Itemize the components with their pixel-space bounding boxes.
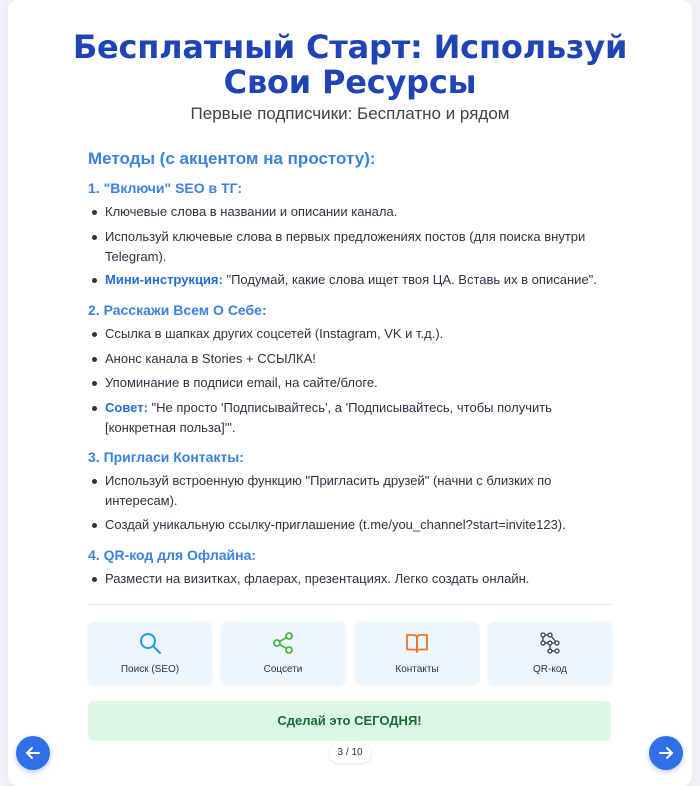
methods-heading: Методы (с акцентом на простоту): — [88, 149, 376, 168]
search-icon — [138, 631, 162, 655]
list-item: Размести на визитках, флаерах, презентациях. Легко создать онлайн. — [92, 569, 602, 589]
list-item: Анонс канала в Stories + ССЫЛКА! — [92, 349, 602, 369]
prev-slide-button[interactable] — [16, 736, 50, 770]
list-item: Ключевые слова в названии и описании канала. — [92, 202, 602, 222]
cta-banner: Сделай это СЕГОДНЯ! — [88, 701, 611, 741]
tile-label: Контакты — [395, 664, 439, 675]
tip-label: Мини-инструкция: — [105, 272, 223, 287]
tile-search-seo[interactable] — [88, 622, 212, 684]
list-item: Используй ключевые слова в первых предложениях постов (для поиска внутри Telegram). — [92, 227, 602, 267]
tile-qr-code[interactable] — [488, 622, 612, 684]
list-item: Упоминание в подписи email, на сайте/блоге. — [92, 373, 602, 393]
arrow-left-icon — [24, 744, 42, 762]
slide-title-line1: Бесплатный Старт: Используй — [72, 28, 628, 66]
slide-subtitle: Первые подписчики: Бесплатно и рядом — [190, 104, 510, 123]
list-item-tip — [92, 270, 602, 290]
tile-label: Поиск (SEO) — [120, 664, 180, 675]
tip-text: "Не просто 'Подписывайтесь', а 'Подписывайтесь, чтобы получить [конкретная польза]'". — [105, 400, 552, 435]
next-slide-button[interactable] — [649, 736, 683, 770]
tile-social[interactable] — [221, 622, 345, 684]
section-heading: 1. "Включи" SEO в ТГ: — [88, 180, 242, 196]
section-heading: 2. Расскажи Всем О Себе: — [88, 302, 267, 318]
qr-network-icon — [538, 631, 562, 655]
tip-label: Совет: — [105, 400, 148, 415]
tile-label: Соцсети — [263, 664, 303, 675]
list-item-tip — [92, 398, 602, 438]
tile-label: QR-код — [533, 664, 567, 675]
tip-text: "Подумай, какие слова ищет твоя ЦА. Вставь их в описание". — [222, 272, 597, 287]
page-indicator: 3 / 10 — [329, 743, 371, 763]
section-heading: 4. QR-код для Офлайна: — [88, 547, 257, 563]
slide-title — [0, 30, 700, 100]
list-item: Создай уникальную ссылку-приглашение (t.me/you_channel?start=invite123). — [92, 515, 602, 535]
list-item: Используй встроенную функцию "Пригласить друзей" (начни с близких по интересам). — [92, 471, 602, 511]
tile-contacts[interactable] — [355, 622, 479, 684]
slide-title-line2: Свои Ресурсы — [223, 63, 477, 101]
arrow-right-icon — [657, 744, 675, 762]
book-icon — [405, 631, 429, 655]
list-item: Ссылка в шапках других соцсетей (Instagram, VK и т.д.). — [92, 324, 602, 344]
divider — [88, 604, 612, 605]
section-heading: 3. Пригласи Контакты: — [88, 449, 244, 465]
share-icon — [271, 631, 295, 655]
